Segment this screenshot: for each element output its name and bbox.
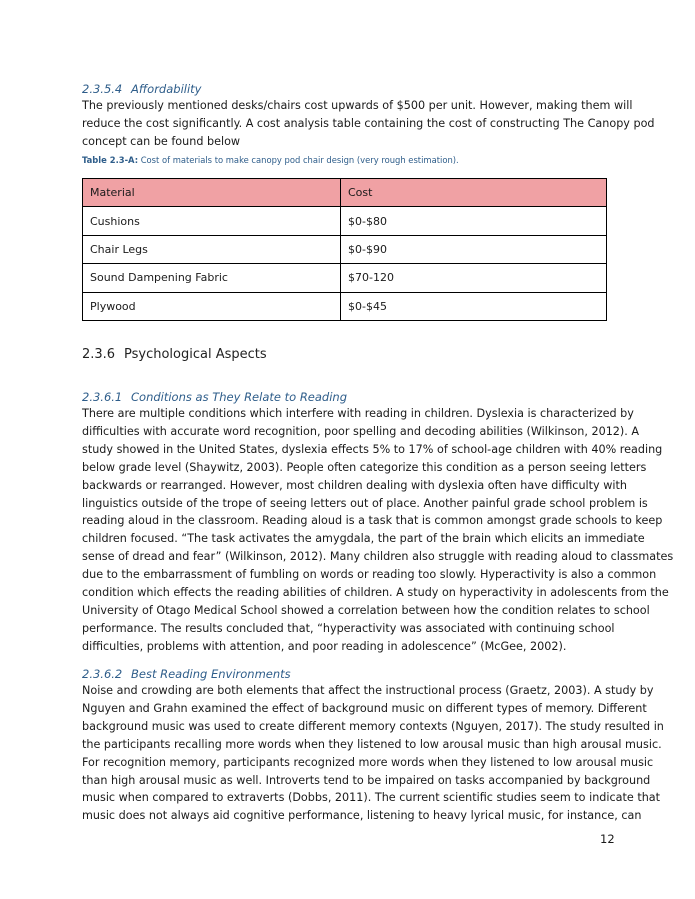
cell-cost: $0-$45 (341, 292, 607, 320)
page-number: 12 (600, 832, 615, 846)
header-material: Material (83, 179, 341, 207)
text-line: the participants recalling more words when they listened to low arousal music than high arousal music. (82, 737, 662, 751)
text-line: music when compared to extraverts (Dobbs, 2011). The current scientific studies seem to indicate that (82, 791, 661, 805)
cell-material: Chair Legs (83, 235, 341, 263)
paragraph-reading-environments (82, 682, 664, 825)
cell-material: Plywood (83, 292, 341, 320)
text-line: children focused. “The task activates the amygdala, the part of the brain which elicits an immediate (82, 532, 645, 546)
cell-material: Cushions (83, 207, 341, 235)
header-cost: Cost (341, 179, 607, 207)
paragraph-affordability (82, 97, 655, 151)
heading-number: 2.3.6.1 (82, 390, 123, 404)
text-line: difficulties with accurate word recognition, poor spelling and decoding abilities (Wilkinson, 2012). A (82, 424, 640, 438)
table-row (83, 292, 607, 320)
text-line: University of Otago Medical School showed a correlation between how the condition relates to school (82, 603, 650, 617)
text-line: reading aloud in the classroom. Reading aloud is a task that is common amongst grade schools to keep (82, 514, 663, 528)
cell-cost: $0-$90 (341, 235, 607, 263)
text-line: due to the embarrassment of fumbling on words or reading too slowly. Hyperactivity is also a common (82, 568, 657, 582)
heading-number: 2.3.5.4 (82, 82, 123, 96)
paragraph-conditions (82, 405, 673, 656)
text-line: background music was used to create different memory contexts (Nguyen, 2017). The study resulted in (82, 719, 664, 733)
heading-title: Best Reading Environments (131, 667, 291, 681)
text-line: Noise and crowding are both elements that affect the instructional process (Graetz, 2003). A study by (82, 684, 654, 697)
heading-psychological-aspects (82, 347, 267, 362)
text-line: sense of dread and fear” (Wilkinson, 2012). Many children also struggle with reading aloud to classmates (82, 550, 674, 564)
text-line: For recognition memory, participants recognized more words when they listened to low arousal music (82, 755, 654, 769)
text-line: concept can be found below (82, 134, 241, 148)
table-caption-text: Cost of materials to make canopy pod chair design (very rough estimation). (138, 155, 459, 165)
cost-table (82, 178, 607, 321)
heading-title: Psychological Aspects (124, 347, 267, 362)
text-line: reduce the cost significantly. A cost analysis table containing the cost of constructing The Canopy pod (82, 116, 655, 130)
heading-reading-environments (82, 667, 291, 681)
heading-title: Affordability (131, 82, 202, 96)
heading-affordability (82, 82, 201, 96)
heading-number: 2.3.6 (82, 347, 116, 362)
text-line: linguistics outside of the trope of seeing letters out of place. Another painful grade school problem is (82, 496, 648, 510)
table-caption (82, 155, 459, 165)
heading-conditions (82, 390, 347, 404)
text-line: difficulties, problems with attention, and poor reading in adolescence” (McGee, 2002). (82, 639, 567, 653)
text-line: There are multiple conditions which interfere with reading in children. Dyslexia is characterized by (82, 407, 634, 420)
cell-material: Sound Dampening Fabric (83, 264, 341, 292)
table-row (83, 235, 607, 263)
table-row (83, 207, 607, 235)
text-line: than high arousal music as well. Introverts tend to be impaired on tasks accompanied by background (82, 773, 651, 787)
text-line: study showed in the United States, dyslexia effects 5% to 17% of school-age children with 40% reading (82, 442, 663, 456)
text-line: backwards or rearranged. However, most children dealing with dyslexia often have difficulty with (82, 478, 627, 492)
heading-title: Conditions as They Relate to Reading (131, 390, 348, 404)
text-line: condition which effects the reading abilities of children. A study on hyperactivity in adolescents from the (82, 586, 669, 600)
table-header-row (83, 179, 607, 207)
cell-cost: $70-120 (341, 264, 607, 292)
text-line: The previously mentioned desks/chairs cost upwards of $500 per unit. However, making them will (82, 99, 633, 112)
cell-cost: $0-$80 (341, 207, 607, 235)
text-line: performance. The results concluded that, “hyperactivity was associated with continuing school (82, 621, 615, 635)
text-line: below grade level (Shaywitz, 2003). People often categorize this condition as a person seeing letters (82, 460, 647, 474)
text-line: music does not always aid cognitive performance, listening to heavy lyrical music, for instance, can (82, 809, 642, 823)
text-line: Nguyen and Grahn examined the effect of background music on different types of memory. Different (82, 701, 647, 715)
table-caption-label: Table 2.3-A: (82, 155, 139, 165)
heading-number: 2.3.6.2 (82, 667, 123, 681)
table-row (83, 264, 607, 292)
